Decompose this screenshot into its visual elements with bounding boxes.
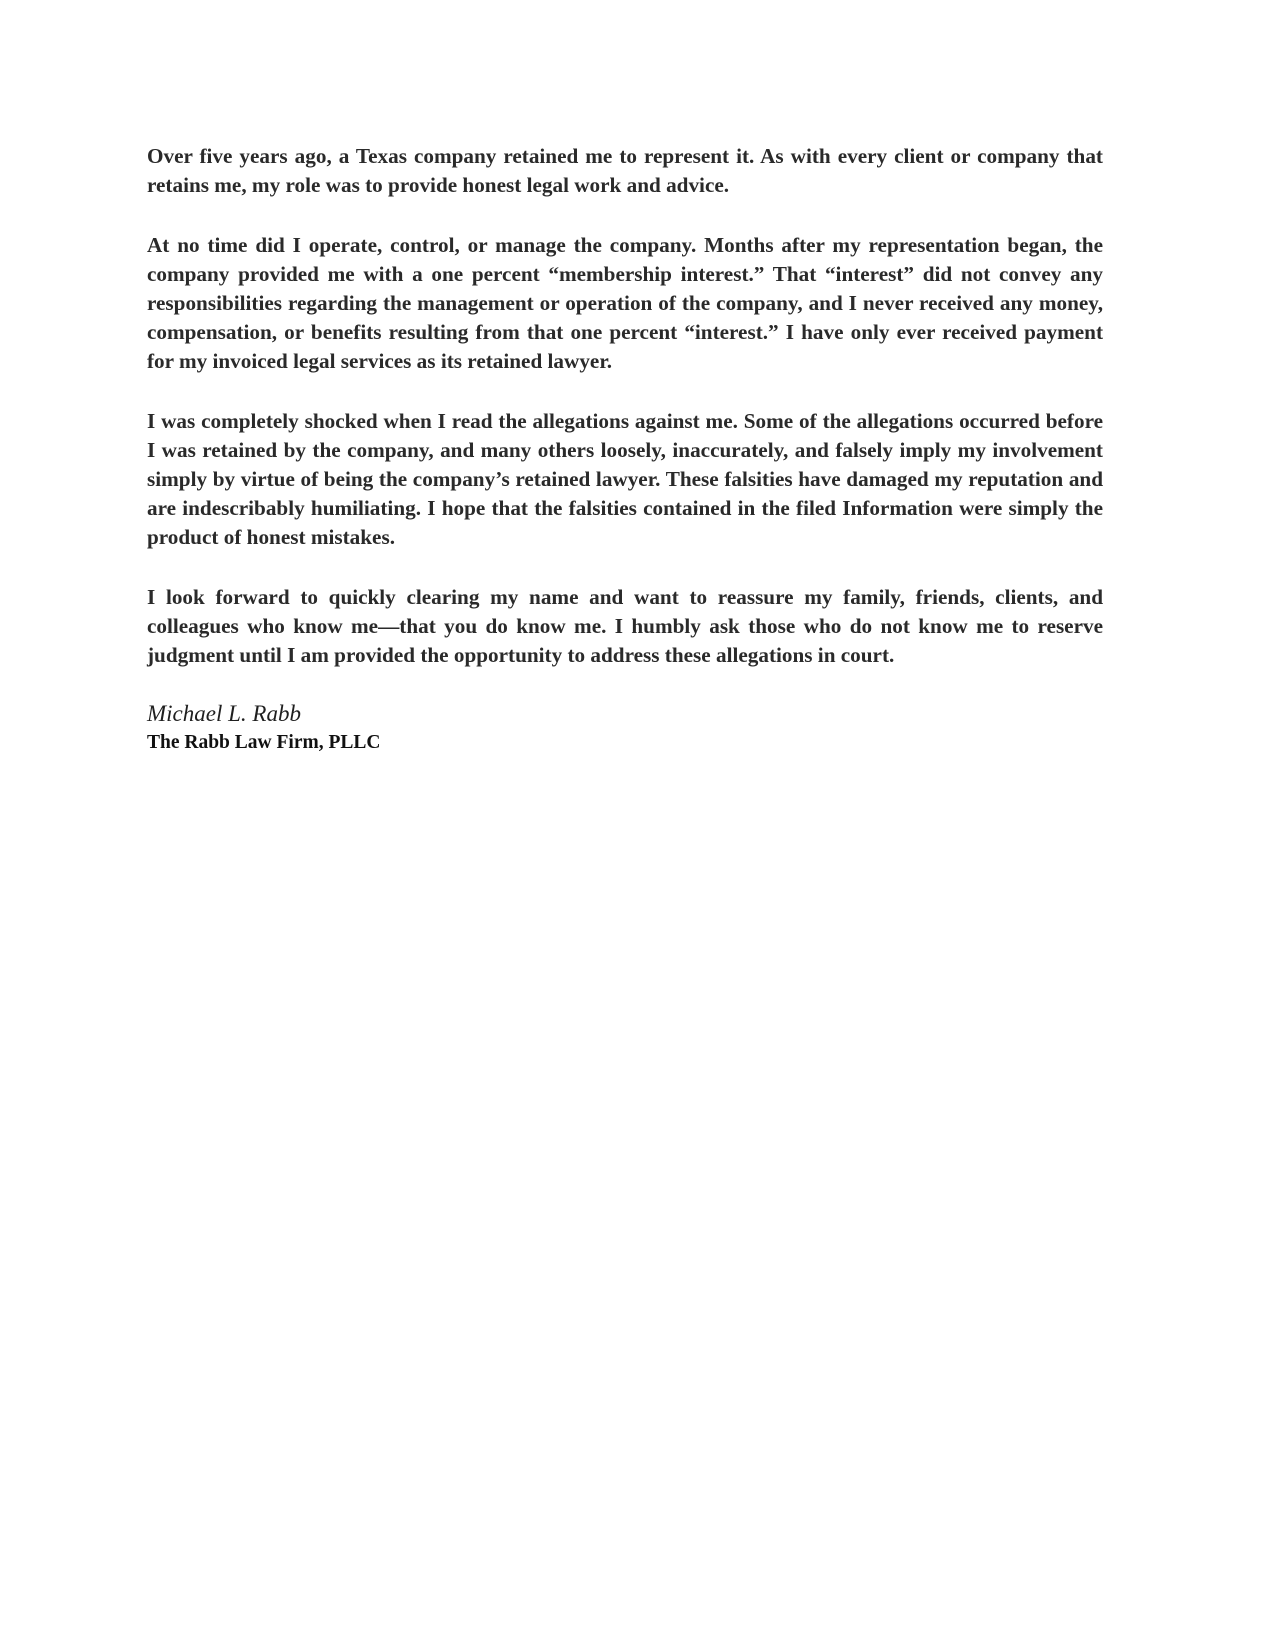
paragraph-4: I look forward to quickly clearing my name and want to reassure my family, friends, clients, and colleagues who know me—that you do know me. I humbly ask those who do not know me to reserve judgment until I am provided the opportunity to address these allegations in court. [147,585,1103,667]
paragraph-2: At no time did I operate, control, or manage the company. Months after my representation began, the company provided me with a one percent “membership interest.” That “interest” did not convey any responsibilities regarding the management or operation of the company, and I never received any money, compensation, or benefits resulting from that one percent “interest.” I have only ever received payment for my invoiced legal services as its retained lawyer. [147,233,1103,373]
firm-name: The Rabb Law Firm, PLLC [147,732,381,753]
paragraph-1: Over five years ago, a Texas company retained me to represent it. As with every client or company that retains me, my role was to provide honest legal work and advice. [147,144,1103,197]
statement-body [147,142,1103,756]
paragraph-3: I was completely shocked when I read the allegations against me. Some of the allegations occurred before I was retained by the company, and many others loosely, inaccurately, and falsely imply my involvement simply by virtue of being the company’s retained lawyer. These falsities have damaged my reputation and are indescribably humiliating. I hope that the falsities contained in the filed Information were simply the product of honest mistakes. [147,409,1103,549]
signature-name: Michael L. Rabb [147,701,301,726]
